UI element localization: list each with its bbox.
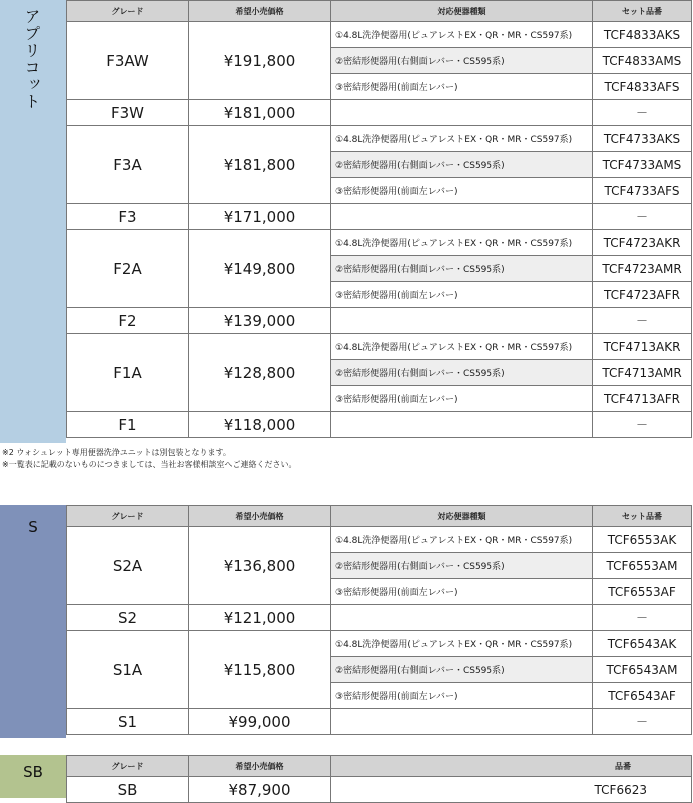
toilet-type-cell: ①4.8L洗浄便器用(ピュアレストEX・QR・MR・CS597系) — [331, 631, 593, 657]
toilet-type-cell: ②密結形便器用(右側面レバー・CS595系) — [331, 152, 593, 178]
grade-header: グレード — [67, 756, 189, 777]
sb-series-label: SB — [23, 763, 43, 781]
price-cell: ¥139,000 — [189, 308, 331, 334]
set-code-cell: TCF4733AFS — [593, 178, 692, 204]
toilet-type-cell-empty — [331, 709, 593, 735]
toilet-type-cell-empty — [331, 204, 593, 230]
set-code-cell: TCF4713AKR — [593, 334, 692, 360]
toilet-type-cell: ③密結形便器用(前面左レバー) — [331, 386, 593, 412]
toilet-type-cell: ③密結形便器用(前面左レバー) — [331, 74, 593, 100]
table-row — [67, 100, 692, 126]
set-code-cell: TCF4733AKS — [593, 126, 692, 152]
set-code-dash: － — [593, 308, 692, 334]
set-code-cell: TCF6553AM — [593, 553, 692, 579]
set-code-cell: TCF4833AKS — [593, 22, 692, 48]
set-code-cell: TCF4723AKR — [593, 230, 692, 256]
sb-price-table — [66, 755, 692, 803]
set-code-dash: － — [593, 204, 692, 230]
grade-cell: F2 — [67, 308, 189, 334]
price-header: 希望小売価格 — [189, 1, 331, 22]
toilet-type-cell: ②密結形便器用(右側面レバー・CS595系) — [331, 360, 593, 386]
toilet-type-cell: ③密結形便器用(前面左レバー) — [331, 683, 593, 709]
table-row — [67, 777, 692, 803]
s-series-label: S — [28, 518, 38, 536]
s-price-table — [66, 505, 692, 735]
set-code-cell: TCF6553AK — [593, 527, 692, 553]
table-header-row — [67, 756, 692, 777]
toilet-type-header: 対応便器種類 — [331, 1, 593, 22]
set-code-cell: TCF6543AK — [593, 631, 692, 657]
price-cell: ¥115,800 — [189, 631, 331, 709]
price-cell: ¥118,000 — [189, 412, 331, 438]
footnote-contact: ※一覧表に記載のないものにつきましては、当社お客様相談室へご連絡ください。 — [2, 460, 297, 469]
table-row — [67, 126, 692, 152]
table-row — [67, 308, 692, 334]
set-code-cell: TCF4713AMR — [593, 360, 692, 386]
s-section — [0, 505, 693, 738]
toilet-type-cell-empty — [331, 100, 593, 126]
toilet-type-cell: ②密結形便器用(右側面レバー・CS595系) — [331, 256, 593, 282]
price-cell: ¥171,000 — [189, 204, 331, 230]
s-side-band — [0, 505, 66, 738]
grade-cell: F2A — [67, 230, 189, 308]
set-code-cell: TCF6553AF — [593, 579, 692, 605]
toilet-type-cell: ③密結形便器用(前面左レバー) — [331, 282, 593, 308]
table-row — [67, 22, 692, 48]
toilet-type-cell: ②密結形便器用(右側面レバー・CS595系) — [331, 48, 593, 74]
toilet-type-cell-empty — [331, 605, 593, 631]
set-code-cell: TCF6543AF — [593, 683, 692, 709]
grade-header: グレード — [67, 506, 189, 527]
price-cell: ¥99,000 — [189, 709, 331, 735]
apricot-price-table — [66, 0, 692, 438]
grade-cell: SB — [67, 777, 189, 803]
price-header: 希望小売価格 — [189, 506, 331, 527]
price-header: 希望小売価格 — [189, 756, 331, 777]
grade-cell: S1 — [67, 709, 189, 735]
grade-cell: F3A — [67, 126, 189, 204]
grade-cell: F3W — [67, 100, 189, 126]
toilet-type-cell-empty — [331, 308, 593, 334]
price-cell: ¥136,800 — [189, 527, 331, 605]
table-row — [67, 230, 692, 256]
price-cell: ¥181,800 — [189, 126, 331, 204]
toilet-type-cell: ①4.8L洗浄便器用(ピュアレストEX・QR・MR・CS597系) — [331, 334, 593, 360]
toilet-type-cell: ③密結形便器用(前面左レバー) — [331, 178, 593, 204]
sb-side-band — [0, 755, 66, 798]
price-cell: ¥87,900 — [189, 777, 331, 803]
table-row — [67, 334, 692, 360]
set-code-cell: TCF6543AM — [593, 657, 692, 683]
toilet-type-cell: ③密結形便器用(前面左レバー) — [331, 579, 593, 605]
code-cell: TCF6623 — [331, 777, 692, 803]
price-cell: ¥128,800 — [189, 334, 331, 412]
grade-cell: S1A — [67, 631, 189, 709]
grade-cell: F3 — [67, 204, 189, 230]
toilet-type-cell-empty — [331, 412, 593, 438]
grade-cell: F1A — [67, 334, 189, 412]
table-row — [67, 605, 692, 631]
toilet-type-cell: ①4.8L洗浄便器用(ピュアレストEX・QR・MR・CS597系) — [331, 527, 593, 553]
apricot-series-label: アプリコット — [22, 8, 41, 110]
set-code-cell: TCF4723AFR — [593, 282, 692, 308]
table-row — [67, 412, 692, 438]
footnote-packaging: ※2 ウォシュレット専用便器洗浄ユニットは別包装となります。 — [2, 448, 231, 457]
table-row — [67, 204, 692, 230]
price-cell: ¥121,000 — [189, 605, 331, 631]
code-header: 品番 — [331, 756, 692, 777]
price-cell: ¥191,800 — [189, 22, 331, 100]
toilet-type-cell: ①4.8L洗浄便器用(ピュアレストEX・QR・MR・CS597系) — [331, 126, 593, 152]
grade-cell: F3AW — [67, 22, 189, 100]
set-code-header: セット品番 — [593, 1, 692, 22]
apricot-side-band — [0, 0, 66, 443]
table-header-row — [67, 506, 692, 527]
toilet-type-cell: ①4.8L洗浄便器用(ピュアレストEX・QR・MR・CS597系) — [331, 22, 593, 48]
price-cell: ¥149,800 — [189, 230, 331, 308]
set-code-cell: TCF4723AMR — [593, 256, 692, 282]
set-code-dash: － — [593, 605, 692, 631]
toilet-type-header: 対応便器種類 — [331, 506, 593, 527]
set-code-dash: － — [593, 100, 692, 126]
table-row — [67, 527, 692, 553]
table-row — [67, 709, 692, 735]
table-row — [67, 631, 692, 657]
grade-cell: S2 — [67, 605, 189, 631]
set-code-cell: TCF4833AMS — [593, 48, 692, 74]
sb-section — [0, 755, 693, 798]
toilet-type-cell: ②密結形便器用(右側面レバー・CS595系) — [331, 553, 593, 579]
toilet-type-cell: ②密結形便器用(右側面レバー・CS595系) — [331, 657, 593, 683]
set-code-cell: TCF4733AMS — [593, 152, 692, 178]
set-code-cell: TCF4713AFR — [593, 386, 692, 412]
price-cell: ¥181,000 — [189, 100, 331, 126]
set-code-header: セット品番 — [593, 506, 692, 527]
set-code-cell: TCF4833AFS — [593, 74, 692, 100]
toilet-type-cell: ①4.8L洗浄便器用(ピュアレストEX・QR・MR・CS597系) — [331, 230, 593, 256]
set-code-dash: － — [593, 709, 692, 735]
grade-cell: S2A — [67, 527, 189, 605]
set-code-dash: － — [593, 412, 692, 438]
table-header-row — [67, 1, 692, 22]
grade-header: グレード — [67, 1, 189, 22]
grade-cell: F1 — [67, 412, 189, 438]
